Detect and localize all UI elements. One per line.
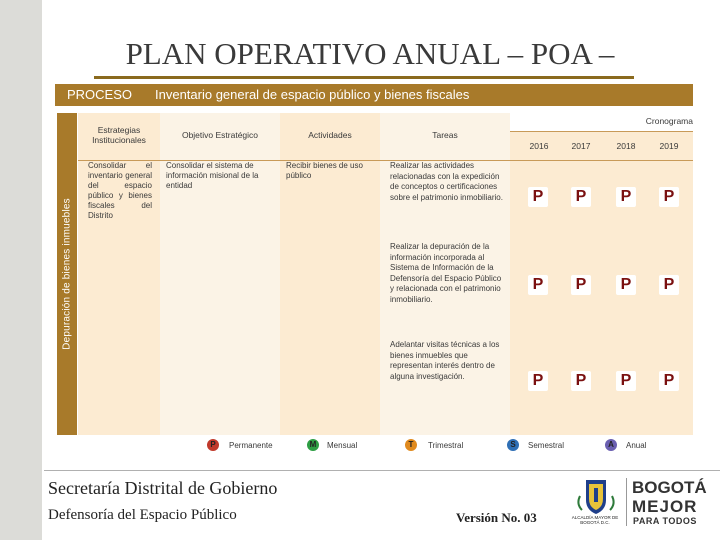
title-underline — [94, 76, 634, 79]
process-value: Inventario general de espacio público y bienes fiscales — [155, 87, 470, 102]
legend-semestral-label: Semestral — [528, 441, 565, 450]
mark-task1-2018: P — [616, 187, 636, 207]
poa-table — [78, 113, 693, 435]
mark-task1-2017: P — [571, 187, 591, 207]
task-2: Realizar la depuración de la información incorporada al Sistema de Información de la Defensoría del Espacio Público y relacionada con el patrimonio inmobiliario. — [390, 242, 502, 304]
legend-mensual-label: Mensual — [327, 441, 358, 450]
header-tareas: Tareas — [432, 130, 458, 140]
mark-task2-2019: P — [659, 275, 679, 295]
task-1: Realizar las actividades relacionadas con la expedición de conceptos o certificaciones sobre el patrimonio inmobiliario. — [390, 161, 503, 202]
year-2016: 2016 — [529, 141, 549, 151]
header-cronograma — [510, 116, 693, 126]
year-2017: 2017 — [571, 141, 591, 151]
year-2019: 2019 — [659, 141, 679, 151]
legend-mensual-icon: M — [307, 439, 319, 451]
page-title: PLAN OPERATIVO ANUAL – POA – — [125, 36, 615, 71]
cell-objetivo: Consolidar el sistema de información misional de la entidad — [166, 161, 259, 190]
logo-separator — [626, 478, 627, 526]
vertical-label: Depuración de bienes inmuebles — [61, 198, 73, 350]
header-estrategias: Estrategias Institucionales — [92, 125, 146, 145]
header-objetivo: Objetivo Estratégico — [181, 130, 259, 140]
task-3: Adelantar visitas técnicas a los bienes inmuebles que representan interés dentro de alguna investigación. — [390, 340, 500, 381]
header-cronograma-label: Cronograma — [645, 116, 693, 126]
mark-task2-2016: P — [528, 275, 548, 295]
side-band — [0, 0, 42, 540]
header-actividades: Actividades — [308, 130, 352, 140]
mark-task2-2017: P — [571, 275, 591, 295]
legend-permanente-label: Permanente — [229, 441, 273, 450]
legend-semestral-icon: S — [507, 439, 519, 451]
cell-estrategia: Consolidar el inventario general del espacio público y bienes fiscales del Distrito — [88, 161, 152, 220]
legend-permanente-icon: P — [207, 439, 219, 451]
logo-mejor: MEJOR — [632, 497, 698, 516]
footer-organization: Secretaría Distrital de Gobierno — [48, 478, 278, 498]
mark-task1-2016: P — [528, 187, 548, 207]
logo-bogota: BOGOTÁ — [632, 478, 707, 497]
mark-task3-2016: P — [528, 371, 548, 391]
mark-task3-2018: P — [616, 371, 636, 391]
mark-task3-2019: P — [659, 371, 679, 391]
legend-trimestral-icon: T — [405, 439, 417, 451]
legend-anual-label: Anual — [626, 441, 647, 450]
legend-trimestral-label: Trimestral — [428, 441, 464, 450]
process-bar — [55, 84, 693, 106]
footer-divider — [44, 470, 720, 471]
footer-version: Versión No. 03 — [456, 510, 537, 525]
logo-para-todos: PARA TODOS — [633, 516, 697, 526]
year-2018: 2018 — [616, 141, 636, 151]
mark-task2-2018: P — [616, 275, 636, 295]
legend-anual-icon: A — [605, 439, 617, 451]
crest-caption: ALCALDÍA MAYOR DE BOGOTÁ D.C. — [571, 515, 619, 525]
process-label: PROCESO — [67, 87, 133, 102]
footer-department: Defensoría del Espacio Público — [48, 507, 237, 523]
cell-actividad: Recibir bienes de uso público — [286, 161, 363, 180]
mark-task3-2017: P — [571, 371, 591, 391]
mark-task1-2019: P — [659, 187, 679, 207]
